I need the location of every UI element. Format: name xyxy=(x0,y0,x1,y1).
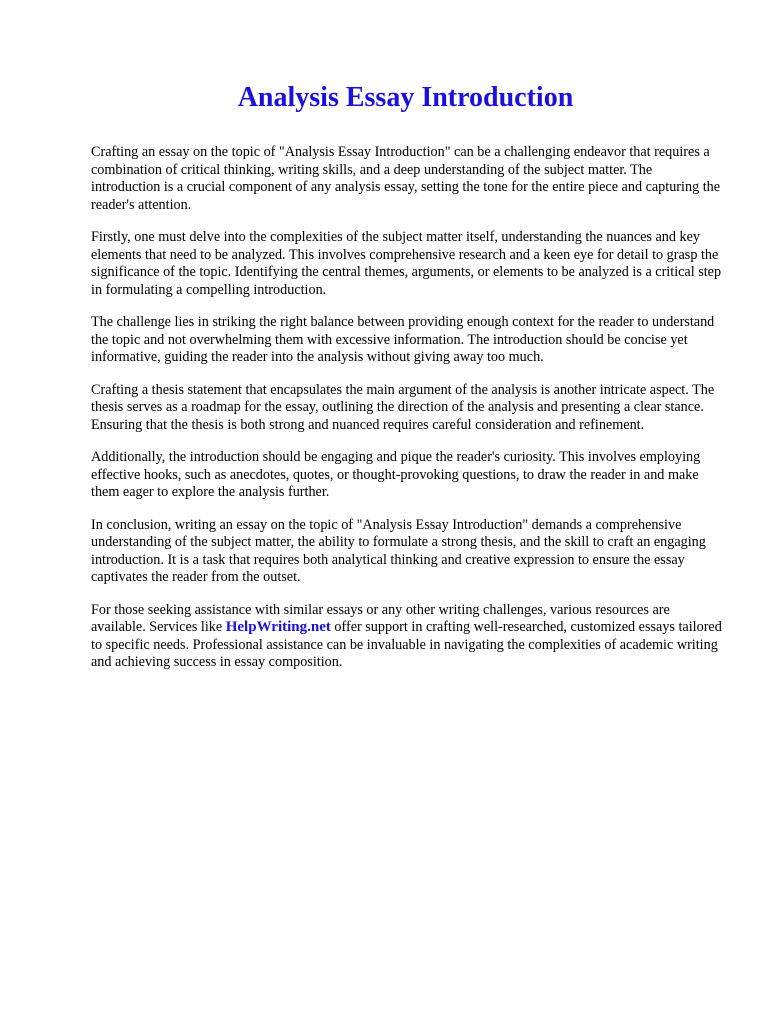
paragraph-1: Crafting an essay on the topic of "Analysis Essay Introduction" can be a challenging endeavor that requires a combination of critical thinking, writing skills, and a deep understanding of the subject matter. The introduction is a crucial component of any analysis essay, setting the tone for the entire piece and capturing the reader's attention. xyxy=(91,144,721,213)
document-body xyxy=(91,144,725,672)
paragraph-3: The challenge lies in striking the right balance between providing enough context for the reader to understand the topic and not overwhelming them with excessive information. The introduction should be concise yet informative, guiding the reader into the analysis without giving away too much. xyxy=(91,314,715,365)
paragraph-6: In conclusion, writing an essay on the topic of "Analysis Essay Introduction" demands a comprehensive understanding of the subject matter, the ability to formulate a strong thesis, and the skill to craft an engaging introduction. It is a task that requires both analytical thinking and creative expression to ensure the essay captivates the reader from the outset. xyxy=(91,516,706,585)
paragraph-4: Crafting a thesis statement that encapsulates the main argument of the analysis is another intricate aspect. The thesis serves as a roadmap for the essay, outlining the direction of the analysis and presenting a clear stance. Ensuring that the thesis is both strong and nuanced requires careful consideration and refinement. xyxy=(91,381,715,433)
paragraph-7 xyxy=(91,602,725,672)
document-title: Analysis Essay Introduction xyxy=(237,82,574,113)
paragraph-7-after-link: offer support in crafting well-researched, customized essays tailored to specific needs. Professional assistance can be invaluable in navigating the complexities of academic writing and achieving success in essay composition. xyxy=(91,619,722,670)
paragraph-7-before-link: For those seeking assistance with similar essays or any other writing challenges, various resources are available. Services like xyxy=(91,601,670,635)
paragraph-5: Additionally, the introduction should be engaging and pique the reader's curiosity. This involves employing effective hooks, such as anecdotes, quotes, or thought-provoking questions, to draw the reader in and make them eager to explore the analysis further. xyxy=(91,449,701,500)
helpwriting-link[interactable]: HelpWriting.net xyxy=(225,619,331,635)
paragraph-2: Firstly, one must delve into the complexities of the subject matter itself, understanding the nuances and key elements that need to be analyzed. This involves comprehensive research and a keen eye for detail to grasp the significance of the topic. Identifying the central themes, arguments, or elements to be analyzed is a critical step in formulating a compelling introduction. xyxy=(91,229,722,298)
